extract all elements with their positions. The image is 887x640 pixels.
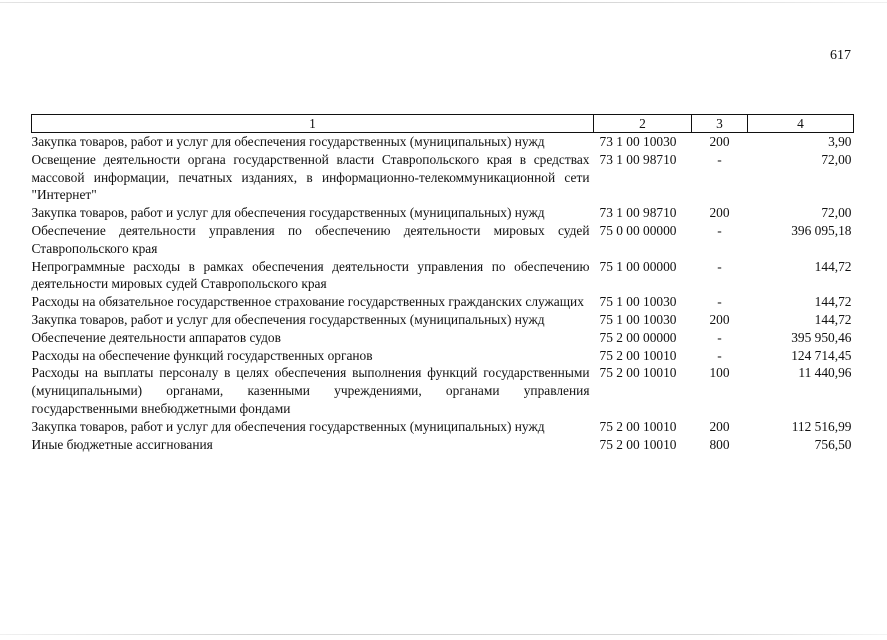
table-row xyxy=(32,364,854,417)
scan-bottom-edge xyxy=(0,634,887,635)
amount: 124 714,45 xyxy=(791,347,852,363)
target-code: 75 1 00 00000 xyxy=(599,258,677,274)
table-row xyxy=(32,311,854,329)
expense-type: 200 xyxy=(709,205,730,221)
expense-type: - xyxy=(717,258,722,274)
table-row xyxy=(32,329,854,347)
table-row xyxy=(32,222,854,258)
table-row xyxy=(32,133,854,151)
expense-type: - xyxy=(717,294,722,310)
expense-type: - xyxy=(717,347,722,363)
expense-name: Закупка товаров, работ и услуг для обеспечения государственных (муниципальных) нужд xyxy=(31,134,545,149)
expense-name: Расходы на обязательное государственное страхование государственных гражданских служащих xyxy=(31,294,584,310)
table-body xyxy=(32,133,854,454)
table-row xyxy=(32,347,854,365)
expense-type: 800 xyxy=(709,436,730,452)
target-code: 73 1 00 10030 xyxy=(599,134,677,149)
amount: 144,72 xyxy=(814,294,852,310)
expense-type: - xyxy=(717,222,722,238)
table-row xyxy=(32,204,854,222)
header-col-4: 4 xyxy=(748,115,854,133)
target-code: 73 1 00 98710 xyxy=(599,205,677,221)
amount: 756,50 xyxy=(814,436,852,452)
header-row xyxy=(32,115,854,133)
amount: 3,90 xyxy=(828,134,852,149)
expense-type: - xyxy=(717,151,722,167)
expense-name: Закупка товаров, работ и услуг для обеспечения государственных (муниципальных) нужд xyxy=(31,311,545,327)
target-code: 75 1 00 10030 xyxy=(599,294,677,310)
amount: 396 095,18 xyxy=(791,222,852,238)
expense-name: Непрограммные расходы в рамках обеспечения деятельности управления по обеспечению деятельности мировых судей Ставропольского края xyxy=(31,258,590,292)
scan-top-edge xyxy=(0,2,887,3)
table-row xyxy=(32,151,854,204)
amount: 72,00 xyxy=(821,205,852,221)
table-row xyxy=(32,418,854,436)
expense-type: 200 xyxy=(709,418,730,434)
table-header xyxy=(32,115,854,133)
amount: 72,00 xyxy=(821,151,852,167)
amount: 144,72 xyxy=(814,258,852,274)
amount: 395 950,46 xyxy=(791,329,852,345)
expense-name: Обеспечение деятельности аппаратов судов xyxy=(31,329,281,345)
expense-name: Иные бюджетные ассигнования xyxy=(31,436,213,452)
table-row xyxy=(32,436,854,454)
expense-type: 100 xyxy=(709,365,730,381)
target-code: 75 2 00 10010 xyxy=(599,365,677,381)
expense-type: - xyxy=(717,329,722,345)
expense-name: Расходы на обеспечение функций государственных органов xyxy=(31,347,373,363)
target-code: 73 1 00 98710 xyxy=(599,151,677,167)
amount: 11 440,96 xyxy=(798,365,852,381)
target-code: 75 2 00 00000 xyxy=(599,329,677,345)
expense-type: 200 xyxy=(709,311,730,327)
target-code: 75 1 00 10030 xyxy=(599,311,677,327)
amount: 144,72 xyxy=(814,311,852,327)
expense-type: 200 xyxy=(709,134,730,149)
expense-name: Закупка товаров, работ и услуг для обеспечения государственных (муниципальных) нужд xyxy=(31,205,545,221)
expense-name: Обеспечение деятельности управления по обеспечению деятельности мировых судей Ставропольского края xyxy=(31,222,590,256)
header-col-3: 3 xyxy=(692,115,748,133)
target-code: 75 0 00 00000 xyxy=(599,222,677,238)
budget-table xyxy=(31,114,854,453)
table-row xyxy=(32,293,854,311)
header-col-1: 1 xyxy=(32,115,594,133)
header-col-2: 2 xyxy=(594,115,692,133)
target-code: 75 2 00 10010 xyxy=(599,436,677,452)
page-number: 617 xyxy=(830,48,851,63)
amount: 112 516,99 xyxy=(791,418,852,434)
target-code: 75 2 00 10010 xyxy=(599,418,677,434)
target-code: 75 2 00 10010 xyxy=(599,347,677,363)
expense-name: Расходы на выплаты персоналу в целях обеспечения выполнения функций государственными (муниципальными) органами, казенными учреждениями, органами управления государственными внебюджетными фондами xyxy=(31,365,590,416)
table-row xyxy=(32,258,854,294)
expense-name: Освещение деятельности органа государственной власти Ставропольского края в средствах массовой информации, печатных изданиях, в информационно-телекоммуникационной сети "Интернет" xyxy=(31,151,590,203)
expense-name: Закупка товаров, работ и услуг для обеспечения государственных (муниципальных) нужд xyxy=(31,418,545,434)
